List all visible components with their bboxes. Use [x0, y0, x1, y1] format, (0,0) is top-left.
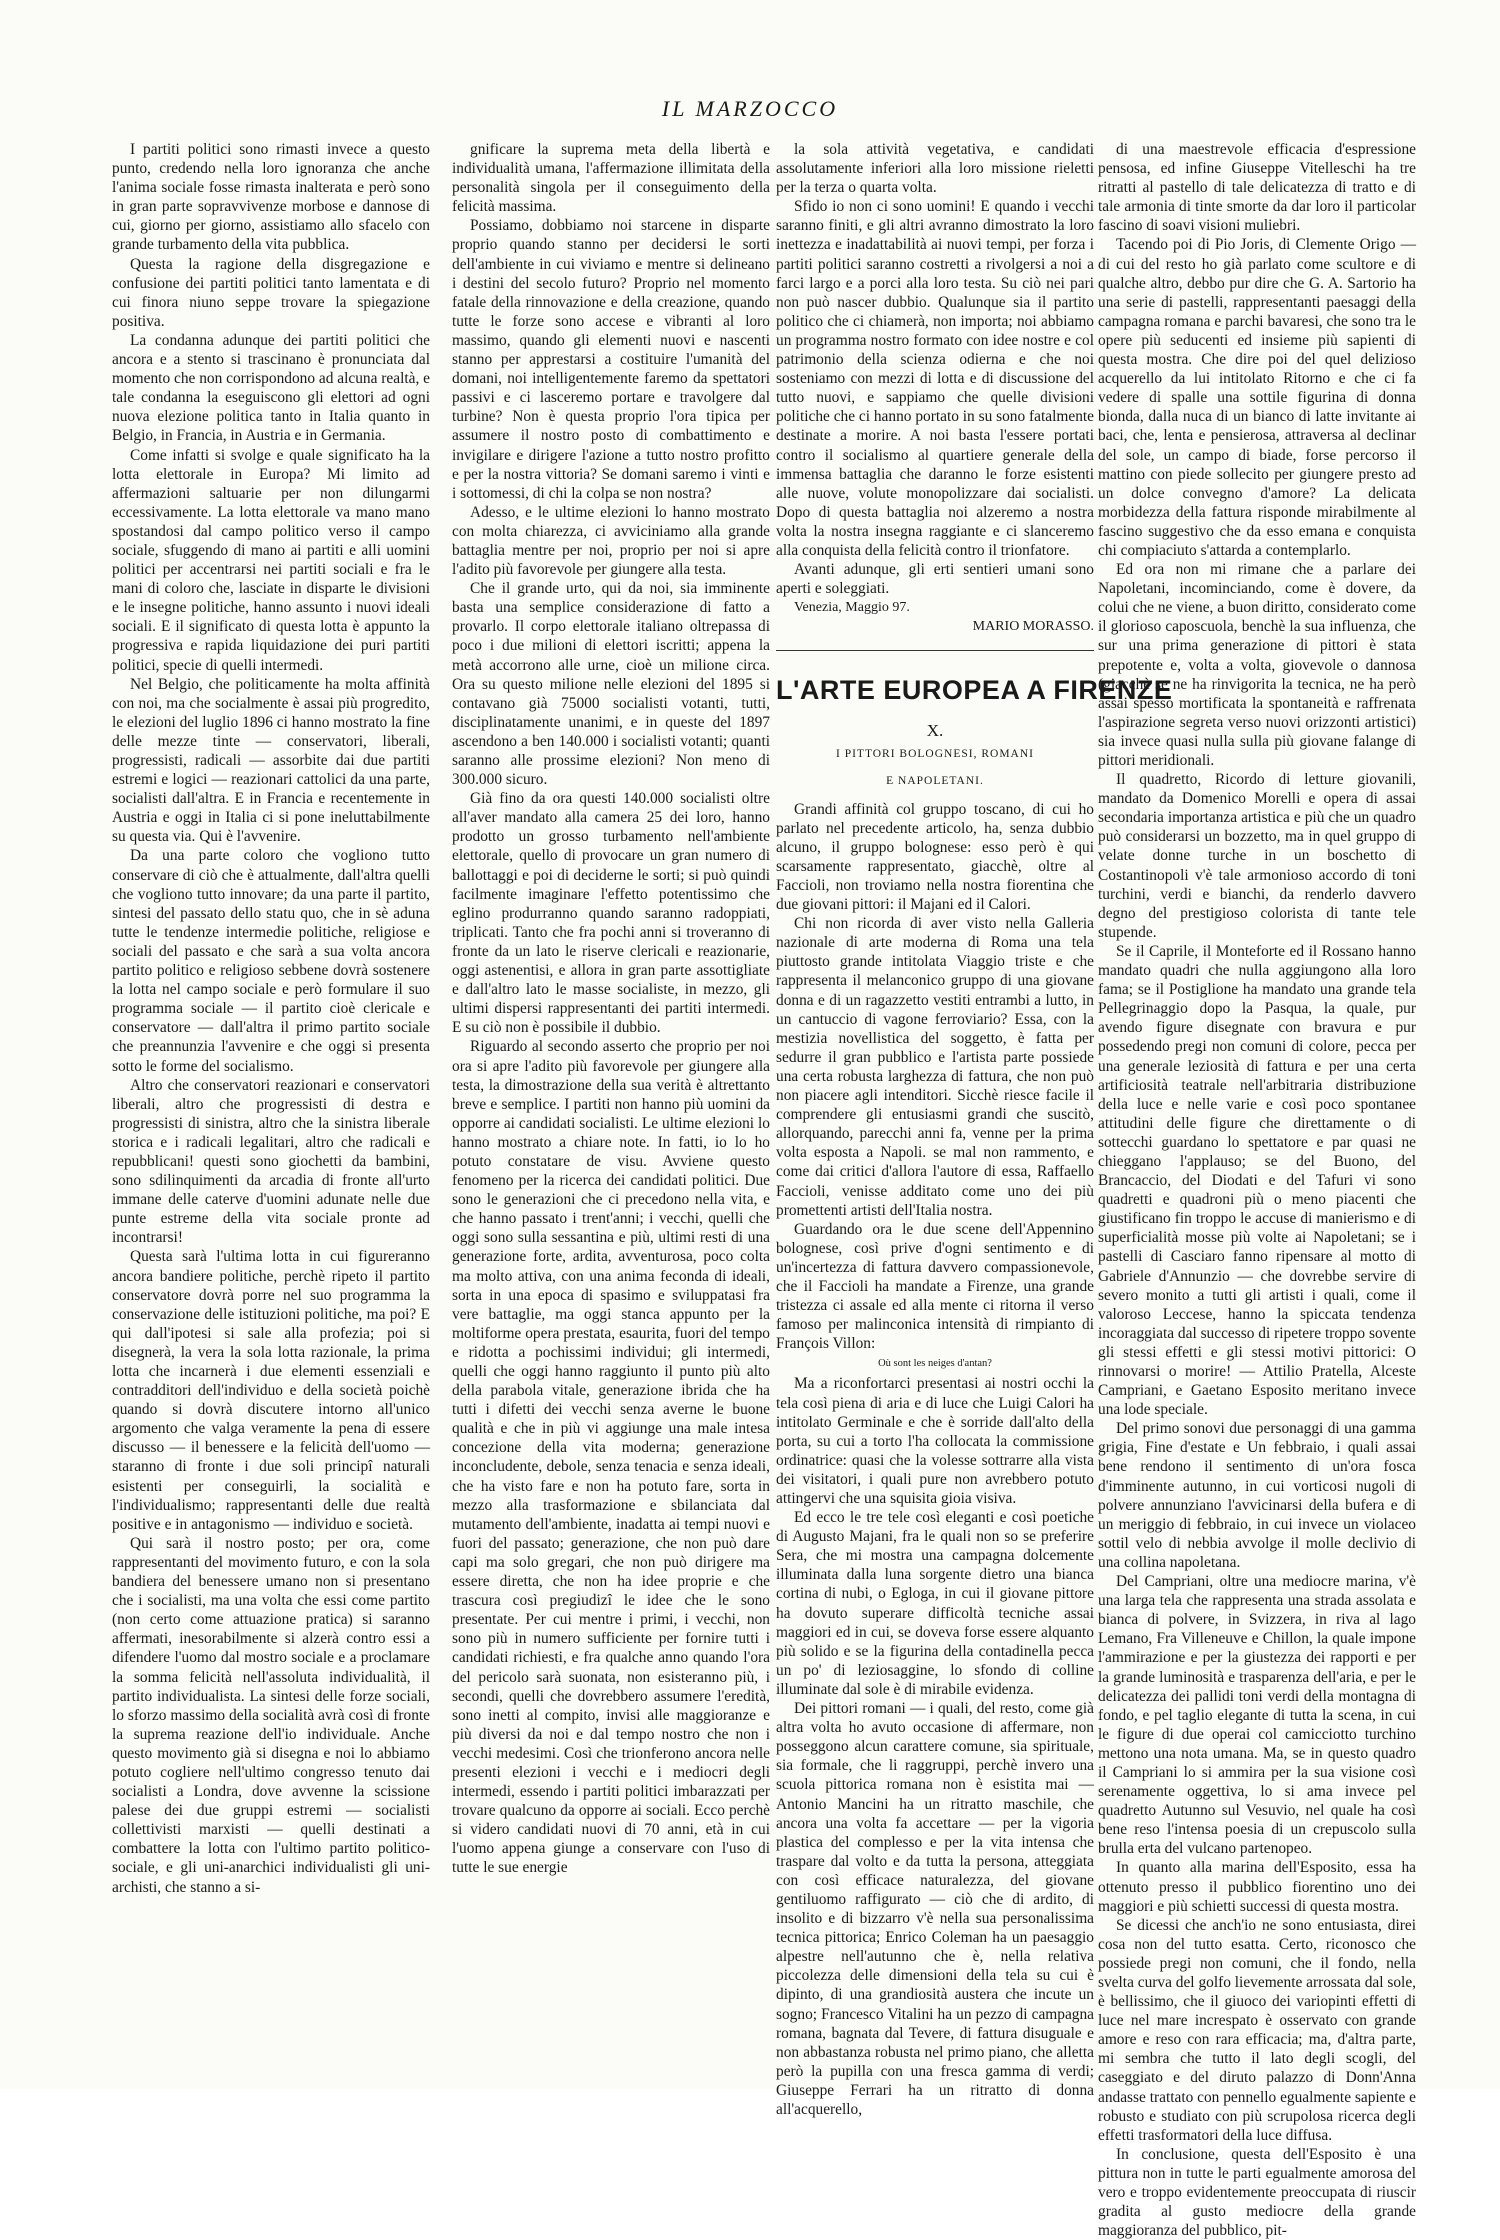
paragraph: gnificare la suprema meta della libertà e individualità umana, l'affermazione illimitata della personalità singola per il conseguimento della felicità massima.: [452, 141, 770, 216]
article-subtitle-line-2: E NAPOLETANI.: [886, 774, 984, 787]
paragraph: Ed ora non mi rimane che a parlare dei Napoletani, incominciando, come è dovere, da colui che ne viene, a buon diritto, considerato come il glorioso caposcuola, benchè la sua influenza, che sur una prima generazione di pittori è stata prepotente e, volta a volta, giovevole o dannosa (giacchè se ne ha rinvigorita la tecnica, ne ha però assai spesso mortificata la spontaneità e raffrenata l'aspirazione segreta verso nuovi orizzonti artistici) sia invece quasi nulla sulla più giovane falange di pittori meridionali.: [1098, 561, 1416, 769]
paragraph: la sola attività vegetativa, e candidati assolutamente inferiori alla loro missione rieletti per la terza o quarta volta.: [776, 141, 1094, 197]
paragraph: Questa sarà l'ultima lotta in cui figureranno ancora bandiere politiche, perchè ripeto il partito conservatore dovrà porre nel suo programma la conservazione delle istituzioni politiche, ma poi? E qui dall'ipotesi si sale alla profezia; poi si disegnerà, la vera la sola lotta razionale, la prima lotta che incarnerà i due elementi essenziali e contradditori dell'individuo e della società poichè quando si dovrà discutere intorno all'unico argomento che valga veramente la pena di essere discusso — il benessere e la felicità dell'uomo — staranno di fronte i due soli principî naturali esistenti per conseguirli, la socialità e l'individualismo; rappresentanti delle due realtà positive e in antagonismo — individuo e società.: [112, 1248, 430, 1533]
paragraph: Dei pittori romani — i quali, del resto, come già altra volta ho avuto occasione di affermare, non posseggono alcun carattere comune, sia spirituale, sia formale, che li raggruppi, perchè invero una scuola pittorica romana non è esistita mai — Antonio Mancini ha un ritratto maschile, che ancora una volta fa accettare — per la vigoria plastica del complesso e per la vita intensa che traspare dal volto e da tutta la persona, atteggiata con così efficace naturalezza, del giovane gentiluomo raffigurato — ciò che di ardito, di insolito e di bizzarro v'è nella sua personalissima tecnica pittorica; Enrico Coleman ha un paesaggio alpestre nell'autunno che è, nella relativa piccolezza delle dimensioni della tela su cui è dipinto, di una grandiosità austera che incute un sogno; Francesco Vitalini ha un pezzo di campagna romana, bagnata dal Tevere, di fattura disuguale e non abbastanza robusta nel primo piano, che alletta però la pupilla con una fresca gamma di verdi; Giuseppe Ferrari ha un ritratto di donna all'acquerello,: [776, 1700, 1094, 2118]
paragraph: Qui sarà il nostro posto; per ora, come rappresentanti del movimento futuro, e con la sola bandiera del benessere umano non si presentano che i socialisti, ma una volta che essi come partito (non certo come attuazione pratica) si saranno affermati, inesorabilmente si alzerà contro essi a difendere l'uomo dal mostro sociale e a proclamare la somma felicità nell'assoluta individualità, il partito individualista. La sintesi delle forze sociali, lo sforzo massimo della socialità avrà così di fronte la suprema reazione dell'io individuale. Anche questo movimento già si disegna e noi lo abbiamo potuto cogliere nell'ultimo congresso tenuto dai socialisti a Londra, dove avvenne la scissione palese dei due gruppi estremi — socialisti collettivisti marxisti — quelli destinati a combattere la lotta con l'ultimo partito politico-sociale, e gli uni-anarchici individualisti gli uni-archisti, che stanno a si-: [112, 1534, 430, 1896]
paragraph: Tacendo poi di Pio Joris, di Clemente Origo — di cui del resto ho già parlato come scultore e di qualche altro, debbo pur dire che G. A. Sartorio ha una serie di pastelli, rappresentanti paesaggi della campagna romana e parchi bavaresi, che sono tra le opere più seducenti ed insieme più sapienti di questa mostra. Che dire poi del quel delizioso acquerello da lui intitolato Ritorno e che ci fa vedere di spalle una sottile figurina di donna bionda, dalla nuca di un bianco di latte invitante ai baci, che, lenta e pensierosa, attraversa al declinar del sole, un campo di biade, forse percorso il mattino con piede sollecito per giungere presto ad un dolce convegno d'amore? La delicata morbidezza della fattura risponde mirabilmente al fascino suggestivo che da esso emana e conquista chi compiaciuto s'attarda a contemplarlo.: [1098, 236, 1416, 559]
paragraph: Che il grande urto, qui da noi, sia imminente basta una semplice considerazione di fatto a provarlo. Il corpo elettorale italiano oltrepassa di poco i due milioni di elettori iscritti; appena la metà accorrono alle urne, cioè un milione circa. Ora su questo milione nelle elezioni del 1895 si contavano già 75000 socialisti votanti, tutti, disciplinatamente unanimi, e in queste del 1897 ascendono a ben 140.000 i socialisti votanti; quanti saranno alle prossime elezioni? Non meno di 300.000 sicuro.: [452, 580, 770, 789]
paragraph: Nel Belgio, che politicamente ha molta affinità con noi, ma che socialmente è assai più progredito, le elezioni del luglio 1896 ci hanno mostrato la fine delle mezze tinte — conservatori, liberali, progressisti, radicali — assorbite dai due partiti estremi e logici — reazionari cattolici da una parte, socialisti dall'altra. E in Francia e recentemente in Austria e oggi in Italia ci si pone ineluttabilmente su questa via. Qui è l'avvenire.: [112, 675, 430, 846]
paragraph: Possiamo, dobbiamo noi starcene in disparte proprio quando stanno per decidersi le sorti dell'ambiente in cui viviamo e mentre si delineano i destini del secolo futuro? Proprio nel momento fatale della rinnovazione e della creazione, quando tutte le forze sono accese e vibranti al loro massimo, quando gli elementi nuovi e nascenti stanno per apprestarsi a costituire l'umanità del domani, noi intelligentemente faremo da spettatori passivi e ci lasceremo portare e travolgere dal turbine? Non è questa proprio l'ora tipica per assumere il nostro posto di combattimento e invigilare e dirigere l'azione a tutto nostro profitto e per la nostra vittoria? Se domani saremo i vinti e i sottomessi, di chi la colpa se non nostra?: [452, 217, 770, 502]
paragraph: Del Campriani, oltre una mediocre marina, v'è una larga tela che rappresenta una strada assolata e bianca di polvere, in Svizzera, in riva al lago Lemano, Fra Villeneuve e Chillon, la quale impone l'ammirazione e per la giustezza dei rapporti e per la grande luminosità e trasparenza dell'aria, e per le delicatezza dei pallidi toni verdi della montagna di fondo, e pel taglio elegante di tutta la scena, in cui le figure di due operai col camicciotto turchino mettono una nota umana. Ma, se in questo quadro il Campriani lo si ammira per la sua visione così serenamente oggettiva, lo si ama invece pel quadretto Autunno sul Vesuvio, nel quale ha così bene reso l'intensa poesia di un crepuscolo sulla brulla erta del vulcano partenopeo.: [1098, 1573, 1416, 1858]
article-number: X.: [926, 720, 944, 740]
author-signature: MARIO MORASSO.: [972, 619, 1094, 635]
paragraph: Il quadretto, Ricordo di letture giovanili, mandato da Domenico Morelli e opera di assai secondaria importanza artistica e più che un quadro può considerarsi un bozzetto, ma in quel gruppo di velate donne turche in un boschetto di Costantinopoli v'è tale armonioso accordo di toni turchini, verdi e bianchi, da renderlo davvero degno del prestigioso colorista di tante tele stupende.: [1098, 771, 1416, 941]
masthead: IL MARZOCCO: [661, 96, 839, 121]
paragraph: Ma a riconfortarci presentasi ai nostri occhi la tela così piena di aria e di luce che Luigi Calori ha intitolato Germinale e che è sorride dall'alto della porta, su cui a torto l'ha collocata la commissione ordinatrice: quasi che la volesse sottrarre alla vista dei visitatori, i quali pure non avrebbero potuto attingervi che una squisita gioia visiva.: [776, 1375, 1094, 1507]
paragraph: Del primo sonovi due personaggi di una gamma grigia, Fine d'estate e Un febbraio, i quali assai bene rendono il sentimento di un'ora fosca d'imminente autunno, in cui vorticosi nugoli di polvere annunziano l'avvicinarsi della bufera e di un meriggio di febbraio, in cui invece un violaceo sottil velo di nebbia avvolge il molle declivio di una collina napoletana.: [1098, 1420, 1416, 1571]
column-3: [776, 140, 1173, 2118]
paragraph: Come infatti si svolge e quale significato ha la lotta elettorale in Europa? Mi limito ad affermazioni saltuarie per non dilungarmi eccessivamente. La lotta elettorale va mano mano spostandosi dal campo politico verso il campo sociale, sfuggendo di mano ai partiti e alli uomini politici per accentrarsi nei partiti sociali e fra le mani di coloro che, lasciate in disparte le divisioni e le insegne politiche, hanno assunto i nuovi ideali sociali. E il significato di questa lotta è appunto la progressiva e rapida liquidazione dei puri partiti politici, specie di quelli intermedi.: [112, 446, 430, 674]
paragraph: Grandi affinità col gruppo toscano, di cui ho parlato nel precedente articolo, ha, senza dubbio alcuno, il gruppo bolognese: esso però è qui scarsamente rappresentato, giacchè, oltre al Faccioli, non troviamo nella nostra fiorentina che due giovani pittori: il Majani ed il Calori.: [776, 800, 1094, 914]
divider: [776, 650, 1094, 651]
paragraph: di una maestrevole efficacia d'espressione pensosa, ed infine Giuseppe Vitelleschi ha tre ritratti al pastello di tale delicatezza di tratto e di tale armonia di tinte smorte da dar loro il particolar fascino di soavi visioni muliebri.: [1098, 141, 1416, 235]
verse-quote: Où sont les neiges d'antan?: [878, 1358, 992, 1370]
paragraph: Riguardo al secondo asserto che proprio per noi ora si apre l'adito più favorevole per giungere alla testa, la dimostrazione della sua verità è altrettanto breve e semplice. I partiti non hanno più uomini da opporre ai candidati socialisti. Le ultime elezioni lo hanno mostrato a chiare note. In fatti, io lo ho potuto constatare de visu. Avviene questo fenomeno per la ricerca dei candidati politici. Due sono le generazioni che ci precedono nella vita, e che hanno passato i trent'anni; i vecchi, quelli che oggi sono sulla sessantina e più, ultimi resti di una generazione forte, ardita, avventurosa, poco colta ma molto attiva, con una anima feconda di ideali, sorta in una epoca di spasimo e sviluppatasi fra vere battaglie, ma oggi stanca appunto per la moltiforme opera prestata, esaurita, fuori del tempo e ridotta a pochissimi individui; gli intermedi, quelli che oggi hanno raggiunto il punto più alto della parabola vitale, generazione ibrida che ha tutti i difetti dei vecchi senza averne le buone qualità e che in più vi aggiunge una male intesa concezione della vita moderna; generazione inconcludente, debole, senza tenacia e senza ideali, che ha visto fare e non ha potuto fare, sorta in mezzo alla trasformazione e sbilanciata dal mutamento dell'ambiente, inadatta ai tempi nuovi e fuori del passato; generazione, che non può dare capi ma solo gregari, che non può dirigere ma essere diretta, che non ha idee proprie e che trascura così pregiudizî le idee che le sono presentate. Per cui mentre i primi, i vecchi, non sono più in numero sufficiente per fornire tutti i candidati richiesti, e fra qualche anno quando l'ora del pericolo sarà suonata, non esisteranno più, i secondi, quelli che dovrebbero assumere l'eredità, sono inetti al compito, invisi alle maggioranze e più diversi da noi e dal tempo nostro che non i vecchi medesimi. Così che trionferono ancora nelle presenti elezioni i vecchi e i mediocri degli intermedi, essendo i partiti politici imbarazzati per trovare qualcuno da opporre ai sociali. Ecco perchè si videro candidati nuovi di 70 anni, età in cui l'uomo appena giunge a conservare con l'uso di tutte le sue energie: [452, 1038, 770, 1877]
paragraph: In quanto alla marina dell'Esposito, essa ha ottenuto presso il pubblico fiorentino uno dei maggiori e più schietti successi di questa mostra.: [1098, 1859, 1416, 1915]
paragraph: Avanti adunque, gli erti sentieri umani sono aperti e soleggiati.: [776, 561, 1094, 598]
column-2: [452, 140, 770, 2045]
paragraph: Da una parte coloro che vogliono tutto conservare di ciò che è attualmente, dall'altra quelli che vogliono tutto innovare; da una parte il partito, sintesi del passato dello statu quo, che in sè aduna tutte le tendenze intermedie politiche, religiose e sociali del passato e che sarà a sua volta ancora partito politico e religioso sebbene dovrà sostenere la lotta nel campo sociale e però formulare il suo programma sociale — il partito cioè clericale e conservatore — dall'altra il primo partito sociale che preannunzia l'avvenire e che oggi si presenta sotto le forme del socialismo.: [112, 847, 430, 1075]
paragraph: Altro che conservatori reazionari e conservatori liberali, altro che progressisti di destra e progressisti di sinistra, altro che la sinistra liberale storica e i radicali legalitari, altro che radicali e repubblicani! questi sono giochetti da bambini, sono sdilinquimenti da arcadia di fronte all'urto immane delle caterve d'uomini adunate nelle due punte estreme della vita sociale pronte ad incontrarsi!: [112, 1076, 430, 1247]
paragraph: Chi non ricorda di aver visto nella Galleria nazionale di arte moderna di Roma una tela piuttosto grande intitolata Viaggio triste e che rappresenta il melanconico gruppo di una giovane donna e di un ragazzetto vestiti entrambi a lutto, in un cantuccio di vagone ferroviario? Essa, con la mestizia novellistica del soggetto, è fatta per sedurre il gran pubblico e l'artista parte possiede una certa robusta larghezza di fattura, che non può non piacere agli intenditori. Sicchè riesce facile il comprendere gli entusiasmi grandi che suscitò, allorquando, parecchi anni fa, venne per la prima volta esposta a Napoli. se mal non rammento, e come dai critici d'allora l'autore di essa, Raffaello Faccioli, venisse additato come uno dei più promettenti artisti dell'Italia nostra.: [776, 915, 1094, 1219]
article-title: L'ARTE EUROPEA A FIRENZE: [776, 675, 1173, 706]
paragraph: In conclusione, questa dell'Esposito è una pittura non in tutte le parti egualmente amorosa del vero e troppo evidentemente preoccupata di riuscir gradita al gusto mediocre della grande maggioranza del pubblico, pit-: [1098, 2145, 1416, 2240]
paragraph: Già fino da ora questi 140.000 socialisti oltre all'aver mandato alla camera 25 dei loro, hanno prodotto un grosso turbamento nell'ambiente elettorale, quello di provocare un gran numero di ballottaggi e poi di deciderne le sorti; si può quindi facilmente imaginare l'effetto potentissimo che eglino produrranno quando saranno radoppiati, triplicati. Tanto che fra pochi anni si troveranno di fronte da un lato le riserve clericali e reazionarie, oggi astenentisi, e allora in gran parte assottigliate e dall'altro lato le masse socialiste, in mezzo, gli ultimi dispersi rappresentanti dei partiti intermedi. E su ciò non è possibile il dubbio.: [452, 790, 770, 1037]
article-subtitle-line-1: I PITTORI BOLOGNESI, ROMANI: [835, 747, 1034, 760]
paragraph: Adesso, e le ultime elezioni lo hanno mostrato con molta chiarezza, ci avviciniamo alla grande battaglia mentre per noi, proprio per noi si apre l'adito più favorevole per giungere alla testa.: [452, 503, 770, 579]
paragraph: La condanna adunque dei partiti politici che ancora e a stento si trascinano è pronunciata dal momento che non corrispondono ad alcuna realtà, e tale condanna la eseguiscono gli elettori ad ogni nuova elezione politica tanto in Italia quanto in Belgio, in Francia, in Austria e in Germania.: [112, 331, 430, 445]
column-4: [1098, 140, 1416, 2240]
paragraph: Sfido io non ci sono uomini! E quando i vecchi saranno finiti, e gli altri avranno dimostrato la loro inettezza e inadattabilità ai nuovi tempi, per forza i partiti politici saranno costretti a rivolgersi a noi a farci largo e a porci alla loro testa. Su ciò nei pari non può nascer dubbio. Qualunque sia il partito politico che ci chiamerà, non importa; noi abbiamo un programma nostro formato con idee nostre e col patrimonio della scienza odierna e che noi sosteniamo con mezzi di lotta e di discussione del tutto nuovi, e sappiamo che quelle divisioni politiche che ci hanno portato in su sono fatalmente destinate a morire. A noi basta l'essere portati contro il socialismo al quartiere generale della immensa battaglia che daranno le forze esistenti alle nuove, volute monopolizzare dai socialisti. Dopo di questa battaglia noi alzeremo a nostra volta la nostra insegna raggiante e ci slanceremo alla conquista della felicità contro il trionfatore.: [776, 198, 1094, 559]
paragraph: Se il Caprile, il Monteforte ed il Rossano hanno mandato quadri che nulla aggiungono alla loro fama; se il Postiglione ha mandato una grande tela Pellegrinaggio dopo la Pasqua, la quale, pur avendo figure disegnate con bravura e pur possedendo pregi non comuni di colore, pecca per una generale leziosità di fattura e per una certa artificiosità teatrale nell'arbitraria distribuzione della luce e nelle varie e così poco spontanee attitudini delle figure che direttamente o di sottecchi guardano lo spettatore e par quasi ne chieggano l'applauso; se del Buono, del Brancaccio, del Diodati e del Tafuri vi sono quadretti e quadroni più o meno piacenti che giustificano fin troppo le accuse di manierismo e di superficialità mosse più volte ai Napoletani; se i pastelli di Casciaro fanno ripensare al motto di Gabriele d'Annunzio — che dovrebbe servire di severo monito a tutti gli artisti i quali, come il valoroso Leccese, hanno la spiccata tendenza incoraggiata dal successo di ripetere troppo sovente gli stessi effetti e gli stessi motivi pittorici: O rinnovarsi o morire! — Attilio Pratella, Alceste Campriani, e Gaetano Esposito meritano invece una lode speciale.: [1098, 942, 1416, 1419]
paragraph: Ed ecco le tre tele così eleganti e così poetiche di Augusto Majani, fra le quali non so se preferire Sera, che mi mostra una campagna dolcemente illuminata dalla luna sorgente dietro una bianca cortina di nubi, o Egloga, in cui il giovane pittore ha dovuto superare difficoltà tecniche assai maggiori ed in cui, se doveva forse essere alquanto più solido e se la figurina della contadinella pecca un po' di leziosaggine, lo sfondo di colline illuminate dal sole è di mirabile evidenza.: [776, 1509, 1094, 1698]
paragraph: I partiti politici sono rimasti invece a questo punto, credendo nella loro ignoranza che anche l'anima sociale fosse rimasta inalterata e però sono in gran parte sopravvivenze morbose e dannose di cui, giorno per giorno, assistiamo allo sfacelo con grande turbamento della vita pubblica.: [112, 141, 430, 254]
column-1: [112, 140, 430, 2045]
paragraph: Guardando ora le due scene dell'Appennino bolognese, così prive d'ogni sentimento e di un'incertezza di fattura davvero compassionevole, che il Faccioli ha mandate a Firenze, una grande tristezza ci assale ed alla mente ci ritorna il verso famoso per malinconica intensità di rimpianto di François Villon:: [776, 1220, 1094, 1353]
paragraph: Se dicessi che anch'io ne sono entusiasta, direi cosa non del tutto esatta. Certo, riconosco che possiede pregi non comuni, che il fondo, nella svelta curva del golfo lievemente arrossata dal sole, è bellissimo, che il giuoco dei variopinti effetti di luce nel mare increspato è osservato con grande amore e reso con rara efficacia; ma, d'altra parte, mi sembra che tutto il lato degli scogli, del caseggiato e del diruto palazzo di Donn'Anna andasse trattato con pennello egualmente sapiente e robusto e studiato con più scrupolosa ricerca degli effetti trasformatori della luce diffusa.: [1098, 1916, 1416, 2144]
dateline: Venezia, Maggio 97.: [794, 600, 910, 616]
paragraph: Questa la ragione della disgregazione e confusione dei partiti politici tanto lamentata e di cui finora niuno seppe trovare la spiegazione positiva.: [112, 255, 430, 330]
